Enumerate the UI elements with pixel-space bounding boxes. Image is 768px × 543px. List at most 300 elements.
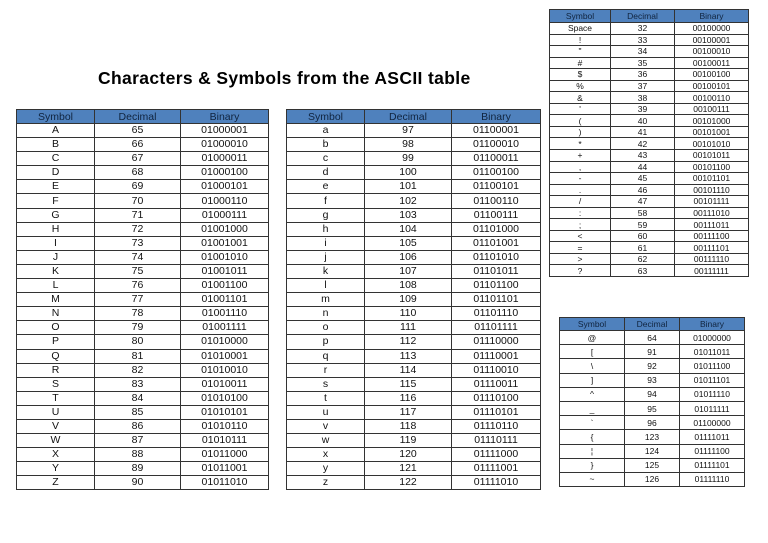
symbol-cell: K (17, 264, 95, 278)
table-row (17, 349, 269, 363)
table-header-row (17, 110, 269, 124)
decimal-cell: 66 (95, 138, 181, 152)
decimal-cell: 91 (625, 345, 680, 359)
punctuation-table (549, 9, 749, 277)
column-header-symbol: Symbol (560, 318, 625, 331)
symbol-cell: N (17, 307, 95, 321)
table-row (17, 180, 269, 194)
decimal-cell: 89 (95, 462, 181, 476)
symbol-cell: % (550, 80, 611, 92)
decimal-cell: 92 (625, 359, 680, 373)
decimal-cell: 124 (625, 444, 680, 458)
binary-cell: 01100101 (452, 180, 541, 194)
lowercase-table (286, 109, 541, 490)
symbol-cell: H (17, 222, 95, 236)
binary-cell: 01100111 (452, 208, 541, 222)
table-row (17, 321, 269, 335)
symbol-cell: y (287, 462, 365, 476)
table-row (287, 236, 541, 250)
table-row (550, 219, 749, 231)
binary-cell: 01110010 (452, 363, 541, 377)
decimal-cell: 93 (625, 373, 680, 387)
decimal-cell: 117 (365, 405, 452, 419)
decimal-cell: 80 (95, 335, 181, 349)
symbol-cell: J (17, 250, 95, 264)
table-row (17, 293, 269, 307)
symbol-cell: U (17, 405, 95, 419)
table-row (17, 391, 269, 405)
binary-cell: 00101101 (675, 173, 749, 185)
binary-cell: 01100100 (452, 166, 541, 180)
table-row (17, 279, 269, 293)
table-row (287, 419, 541, 433)
decimal-cell: 99 (365, 152, 452, 166)
binary-cell: 01010110 (181, 419, 269, 433)
binary-cell: 01011001 (181, 462, 269, 476)
decimal-cell: 94 (625, 387, 680, 401)
table-row (287, 307, 541, 321)
decimal-cell: 47 (611, 196, 675, 208)
binary-cell: 01110110 (452, 419, 541, 433)
column-header-decimal: Decimal (95, 110, 181, 124)
table-row (17, 377, 269, 391)
column-header-symbol: Symbol (287, 110, 365, 124)
table-row (287, 180, 541, 194)
table-row (560, 472, 745, 486)
symbol-cell: c (287, 152, 365, 166)
column-header-binary: Binary (680, 318, 745, 331)
binary-cell: 01100000 (680, 416, 745, 430)
table-row (287, 124, 541, 138)
decimal-cell: 101 (365, 180, 452, 194)
decimal-cell: 81 (95, 349, 181, 363)
decimal-cell: 40 (611, 115, 675, 127)
table-row (287, 448, 541, 462)
decimal-cell: 113 (365, 349, 452, 363)
binary-cell: 01010101 (181, 405, 269, 419)
table-row (17, 462, 269, 476)
binary-cell: 01100010 (452, 138, 541, 152)
column-header-binary: Binary (452, 110, 541, 124)
table-row (287, 250, 541, 264)
symbol-cell: n (287, 307, 365, 321)
binary-cell: 00101110 (675, 184, 749, 196)
decimal-cell: 83 (95, 377, 181, 391)
table-row (550, 242, 749, 254)
table-row (287, 279, 541, 293)
decimal-cell: 95 (625, 401, 680, 415)
binary-cell: 01110111 (452, 434, 541, 448)
binary-cell: 00100010 (675, 46, 749, 58)
symbol-cell: P (17, 335, 95, 349)
symbol-cell: k (287, 264, 365, 278)
table-row (287, 391, 541, 405)
symbol-cell: * (550, 138, 611, 150)
table-row (550, 23, 749, 35)
symbol-cell: ¦ (560, 444, 625, 458)
table-row (17, 152, 269, 166)
special-characters-table (559, 317, 745, 487)
symbol-cell: ` (560, 416, 625, 430)
symbol-cell: ~ (560, 472, 625, 486)
binary-cell: 01010010 (181, 363, 269, 377)
table-row (550, 92, 749, 104)
symbol-cell: { (560, 430, 625, 444)
binary-cell: 00111011 (675, 219, 749, 231)
symbol-cell: + (550, 150, 611, 162)
table-row (287, 293, 541, 307)
table-row (550, 69, 749, 81)
decimal-cell: 121 (365, 462, 452, 476)
decimal-cell: 97 (365, 124, 452, 138)
decimal-cell: 105 (365, 236, 452, 250)
column-header-binary: Binary (675, 10, 749, 23)
table-row (550, 80, 749, 92)
symbol-cell: W (17, 434, 95, 448)
symbol-cell: # (550, 57, 611, 69)
binary-cell: 01000001 (181, 124, 269, 138)
table-row (17, 335, 269, 349)
decimal-cell: 98 (365, 138, 452, 152)
column-header-decimal: Decimal (611, 10, 675, 23)
table-row (550, 161, 749, 173)
table-row (287, 434, 541, 448)
table-row (17, 307, 269, 321)
binary-cell: 01111000 (452, 448, 541, 462)
table-row (287, 335, 541, 349)
symbol-cell: : (550, 207, 611, 219)
decimal-cell: 71 (95, 208, 181, 222)
symbol-cell: q (287, 349, 365, 363)
symbol-cell: , (550, 161, 611, 173)
symbol-cell: $ (550, 69, 611, 81)
symbol-cell: b (287, 138, 365, 152)
decimal-cell: 35 (611, 57, 675, 69)
binary-cell: 01011110 (680, 387, 745, 401)
symbol-cell: ! (550, 34, 611, 46)
symbol-cell: \ (560, 359, 625, 373)
symbol-cell: ( (550, 115, 611, 127)
table-row (560, 430, 745, 444)
binary-cell: 01110101 (452, 405, 541, 419)
table-row (550, 184, 749, 196)
table-row (560, 345, 745, 359)
decimal-cell: 111 (365, 321, 452, 335)
decimal-cell: 64 (625, 331, 680, 345)
binary-cell: 00111010 (675, 207, 749, 219)
table-row (17, 194, 269, 208)
symbol-cell: > (550, 253, 611, 265)
symbol-cell: x (287, 448, 365, 462)
table-row (17, 250, 269, 264)
symbol-cell: u (287, 405, 365, 419)
table-header-row (287, 110, 541, 124)
symbol-cell: M (17, 293, 95, 307)
table-row (287, 405, 541, 419)
decimal-cell: 84 (95, 391, 181, 405)
table-row (287, 462, 541, 476)
binary-cell: 01101000 (452, 222, 541, 236)
binary-cell: 01001001 (181, 236, 269, 250)
decimal-cell: 37 (611, 80, 675, 92)
decimal-cell: 123 (625, 430, 680, 444)
binary-cell: 01001101 (181, 293, 269, 307)
binary-cell: 01101100 (452, 279, 541, 293)
table-row (17, 166, 269, 180)
symbol-cell: / (550, 196, 611, 208)
binary-cell: 01101001 (452, 236, 541, 250)
decimal-cell: 59 (611, 219, 675, 231)
table-row (560, 444, 745, 458)
table-header-row (560, 318, 745, 331)
binary-cell: 00100110 (675, 92, 749, 104)
binary-cell: 00100111 (675, 103, 749, 115)
binary-cell: 00100100 (675, 69, 749, 81)
binary-cell: 01000110 (181, 194, 269, 208)
binary-cell: 00100101 (675, 80, 749, 92)
decimal-cell: 45 (611, 173, 675, 185)
binary-cell: 00101111 (675, 196, 749, 208)
binary-cell: 00101011 (675, 150, 749, 162)
symbol-cell: S (17, 377, 95, 391)
symbol-cell: s (287, 377, 365, 391)
binary-cell: 01001000 (181, 222, 269, 236)
symbol-cell: X (17, 448, 95, 462)
symbol-cell: w (287, 434, 365, 448)
page-title: Characters & Symbols from the ASCII table (98, 68, 471, 88)
decimal-cell: 85 (95, 405, 181, 419)
symbol-cell: e (287, 180, 365, 194)
table-row (550, 196, 749, 208)
symbol-cell: a (287, 124, 365, 138)
binary-cell: 01111100 (680, 444, 745, 458)
binary-cell: 01011000 (181, 448, 269, 462)
table-row (287, 208, 541, 222)
binary-cell: 01010011 (181, 377, 269, 391)
symbol-cell: i (287, 236, 365, 250)
symbol-cell: ; (550, 219, 611, 231)
binary-cell: 01000111 (181, 208, 269, 222)
binary-cell: 00111111 (675, 265, 749, 277)
symbol-cell: Y (17, 462, 95, 476)
symbol-cell: L (17, 279, 95, 293)
symbol-cell: I (17, 236, 95, 250)
table-row (560, 359, 745, 373)
decimal-cell: 109 (365, 293, 452, 307)
table-row (287, 377, 541, 391)
binary-cell: 01111010 (452, 476, 541, 490)
symbol-cell: ] (560, 373, 625, 387)
binary-cell: 01110001 (452, 349, 541, 363)
binary-cell: 01101011 (452, 264, 541, 278)
symbol-cell: v (287, 419, 365, 433)
decimal-cell: 43 (611, 150, 675, 162)
binary-cell: 00100000 (675, 23, 749, 35)
table-row (17, 236, 269, 250)
table-row (17, 448, 269, 462)
table-row (560, 387, 745, 401)
binary-cell: 00101001 (675, 126, 749, 138)
table-row (17, 405, 269, 419)
binary-cell: 01010000 (181, 335, 269, 349)
table-row (17, 208, 269, 222)
decimal-cell: 76 (95, 279, 181, 293)
table-row (287, 321, 541, 335)
symbol-cell: ) (550, 126, 611, 138)
decimal-cell: 122 (365, 476, 452, 490)
symbol-cell: Z (17, 476, 95, 490)
symbol-cell: T (17, 391, 95, 405)
binary-cell: 01111101 (680, 458, 745, 472)
table-row (550, 103, 749, 115)
binary-cell: 01011010 (181, 476, 269, 490)
binary-cell: 00101000 (675, 115, 749, 127)
symbol-cell: ? (550, 265, 611, 277)
decimal-cell: 67 (95, 152, 181, 166)
symbol-cell: < (550, 230, 611, 242)
binary-cell: 01010111 (181, 434, 269, 448)
symbol-cell: G (17, 208, 95, 222)
symbol-cell: D (17, 166, 95, 180)
table-row (17, 363, 269, 377)
table-row (560, 331, 745, 345)
column-header-symbol: Symbol (17, 110, 95, 124)
decimal-cell: 73 (95, 236, 181, 250)
table-row (560, 416, 745, 430)
decimal-cell: 69 (95, 180, 181, 194)
table-header-row (550, 10, 749, 23)
binary-cell: 00101010 (675, 138, 749, 150)
table-row (550, 230, 749, 242)
table-row (17, 138, 269, 152)
binary-cell: 01110100 (452, 391, 541, 405)
uppercase-table (16, 109, 269, 490)
decimal-cell: 112 (365, 335, 452, 349)
binary-cell: 01100011 (452, 152, 541, 166)
table-row (550, 138, 749, 150)
symbol-cell: F (17, 194, 95, 208)
symbol-cell: t (287, 391, 365, 405)
symbol-cell: . (550, 184, 611, 196)
symbol-cell: [ (560, 345, 625, 359)
symbol-cell: f (287, 194, 365, 208)
symbol-cell: & (550, 92, 611, 104)
binary-cell: 01101101 (452, 293, 541, 307)
binary-cell: 01000101 (181, 180, 269, 194)
symbol-cell: z (287, 476, 365, 490)
table-row (550, 46, 749, 58)
decimal-cell: 68 (95, 166, 181, 180)
symbol-cell: - (550, 173, 611, 185)
symbol-cell: g (287, 208, 365, 222)
decimal-cell: 110 (365, 307, 452, 321)
symbol-cell: Q (17, 349, 95, 363)
decimal-cell: 116 (365, 391, 452, 405)
decimal-cell: 100 (365, 166, 452, 180)
binary-cell: 00101100 (675, 161, 749, 173)
table-row (287, 349, 541, 363)
column-header-binary: Binary (181, 110, 269, 124)
table-row (560, 458, 745, 472)
table-row (287, 152, 541, 166)
decimal-cell: 96 (625, 416, 680, 430)
decimal-cell: 78 (95, 307, 181, 321)
binary-cell: 01011100 (680, 359, 745, 373)
decimal-cell: 104 (365, 222, 452, 236)
binary-cell: 01000011 (181, 152, 269, 166)
decimal-cell: 42 (611, 138, 675, 150)
decimal-cell: 119 (365, 434, 452, 448)
binary-cell: 01011111 (680, 401, 745, 415)
table-row (17, 419, 269, 433)
symbol-cell: V (17, 419, 95, 433)
binary-cell: 01001110 (181, 307, 269, 321)
symbol-cell: } (560, 458, 625, 472)
binary-cell: 01011011 (680, 345, 745, 359)
decimal-cell: 33 (611, 34, 675, 46)
table-row (550, 57, 749, 69)
decimal-cell: 86 (95, 419, 181, 433)
binary-cell: 01111011 (680, 430, 745, 444)
decimal-cell: 65 (95, 124, 181, 138)
binary-cell: 01101010 (452, 250, 541, 264)
binary-cell: 01100001 (452, 124, 541, 138)
symbol-cell: Space (550, 23, 611, 35)
decimal-cell: 82 (95, 363, 181, 377)
decimal-cell: 44 (611, 161, 675, 173)
column-header-decimal: Decimal (625, 318, 680, 331)
binary-cell: 01111110 (680, 472, 745, 486)
binary-cell: 01000000 (680, 331, 745, 345)
decimal-cell: 79 (95, 321, 181, 335)
table-row (17, 264, 269, 278)
table-row (550, 253, 749, 265)
binary-cell: 01110000 (452, 335, 541, 349)
decimal-cell: 87 (95, 434, 181, 448)
symbol-cell: l (287, 279, 365, 293)
binary-cell: 01100110 (452, 194, 541, 208)
table-row (550, 126, 749, 138)
decimal-cell: 120 (365, 448, 452, 462)
binary-cell: 01111001 (452, 462, 541, 476)
decimal-cell: 70 (95, 194, 181, 208)
symbol-cell: _ (560, 401, 625, 415)
symbol-cell: " (550, 46, 611, 58)
decimal-cell: 75 (95, 264, 181, 278)
table-row (550, 34, 749, 46)
symbol-cell: d (287, 166, 365, 180)
binary-cell: 00111110 (675, 253, 749, 265)
binary-cell: 01000010 (181, 138, 269, 152)
symbol-cell: h (287, 222, 365, 236)
decimal-cell: 32 (611, 23, 675, 35)
decimal-cell: 36 (611, 69, 675, 81)
symbol-cell: = (550, 242, 611, 254)
decimal-cell: 34 (611, 46, 675, 58)
symbol-cell: @ (560, 331, 625, 345)
decimal-cell: 39 (611, 103, 675, 115)
symbol-cell: A (17, 124, 95, 138)
decimal-cell: 108 (365, 279, 452, 293)
decimal-cell: 63 (611, 265, 675, 277)
binary-cell: 00111101 (675, 242, 749, 254)
symbol-cell: E (17, 180, 95, 194)
table-row (550, 115, 749, 127)
decimal-cell: 88 (95, 448, 181, 462)
binary-cell: 01001010 (181, 250, 269, 264)
symbol-cell: ' (550, 103, 611, 115)
column-header-symbol: Symbol (550, 10, 611, 23)
